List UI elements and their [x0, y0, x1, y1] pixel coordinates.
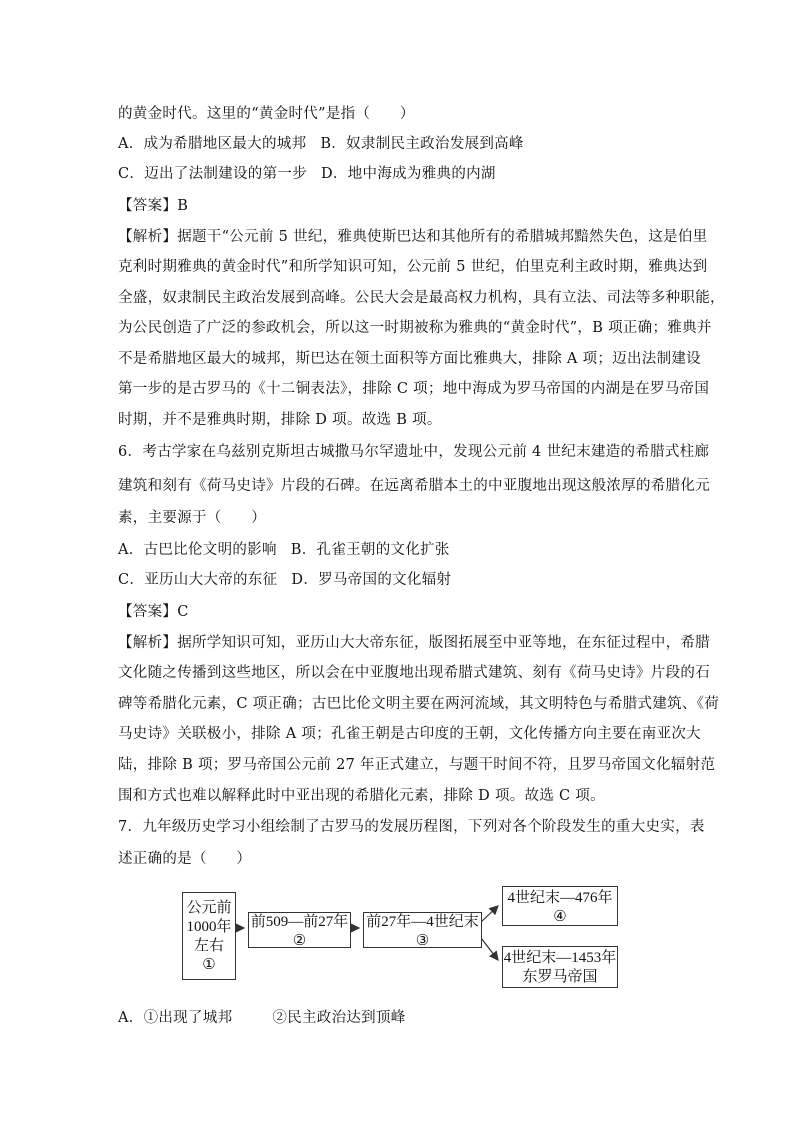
analysis-5-line-6: 第一步的是古罗马的《十二铜表法》，排除 C 项；地中海成为罗马帝国的内湖是在罗马帝国 — [118, 381, 710, 397]
timeline-box-4: 4世纪末—476年 ④ — [502, 886, 618, 926]
question-6-line-3: 素，主要源于（ ） — [118, 510, 266, 526]
question-6-line-2: 建筑和刻有《荷马史诗》片段的石碑。在远离希腊本土的中亚腹地出现这般浓厚的希腊化元 — [118, 478, 710, 494]
rome-timeline-diagram — [180, 886, 620, 996]
question-5-options-ab — [118, 134, 683, 154]
option-a: A．古巴比伦文明的影响 — [118, 542, 277, 558]
question-5-stem-end: 的黄金时代。这里的“黄金时代”是指（ ） — [118, 106, 415, 122]
timeline-box-1: 公元前 1000年 左右 ① — [182, 892, 236, 980]
option-b: B．孔雀王朝的文化扩张 — [290, 542, 450, 558]
option-c: C．亚历山大大帝的东征 — [118, 572, 278, 588]
answer-6: 【答案】C — [118, 604, 189, 620]
analysis-6-line-1: 【解析】据所学知识可知，亚历山大大帝东征，版图拓展至中亚等地，在东征过程中，希腊 — [118, 635, 710, 651]
question-7-option-a: A．①出现了城邦 ②民主政治达到顶峰 — [118, 1010, 406, 1026]
timeline-box-2: 前509—前27年 ② — [248, 912, 351, 948]
option-d: D．地中海成为雅典的内湖 — [321, 166, 496, 182]
analysis-5-line-1: 【解析】据题干“公元前 5 世纪，雅典使斯巴达和其他所有的希腊城邦黯然失色，这是伯里 — [118, 229, 708, 245]
question-7-line-1: 7．九年级历史学习小组绘制了古罗马的发展历程图，下列对各个阶段发生的重大史实，表 — [118, 819, 705, 835]
timeline-box-5: 4世纪末—1453年 东罗马帝国 — [502, 946, 618, 988]
arrow-3-5 — [481, 938, 498, 960]
analysis-5-line-3: 全盛，奴隶制民主政治发展到高峰。公民大会是最高权力机构，具有立法、司法等多种职能， — [118, 290, 725, 306]
analysis-5-line-2: 克利时期雅典的黄金时代”和所学知识可知，公元前 5 世纪，伯里克利主政时期，雅典达到 — [118, 259, 708, 275]
analysis-6-line-3: 碑等希腊化元素，C 项正确；古巴比伦文明主要在两河流域，其文明特色与希腊式建筑、《荷 — [118, 696, 720, 712]
question-5-options-cd — [118, 164, 683, 184]
question-7-line-2: 述正确的是（ ） — [118, 851, 252, 867]
option-b: B．奴隶制民主政治发展到高峰 — [320, 136, 524, 152]
timeline-box-3: 前27年—4世纪末 ③ — [363, 912, 482, 948]
analysis-5-line-5: 不是希腊地区最大的城邦，斯巴达在领土面积等方面比雅典大，排除 A 项；迈出法制建设 — [118, 351, 701, 367]
question-6-line-1: 6．考古学家在乌兹别克斯坦古城撒马尔罕遗址中，发现公元前 4 世纪末建造的希腊式柱廊 — [118, 444, 710, 460]
analysis-6-line-5: 陆，排除 B 项；罗马帝国公元前 27 年正式建立，与题干时间不符，且罗马帝国文化辐射范 — [118, 757, 716, 773]
analysis-5-line-7: 时期，并不是雅典时期，排除 D 项。故选 B 项。 — [118, 412, 442, 428]
question-6-options-ab — [118, 540, 683, 560]
arrow-3-4 — [481, 906, 498, 922]
option-d: D．罗马帝国的文化辐射 — [291, 572, 452, 588]
analysis-6-line-6: 围和方式也难以解释此时中亚出现的希腊化元素，排除 D 项。故选 C 项。 — [118, 788, 605, 804]
option-c: C．迈出了法制建设的第一步 — [118, 166, 307, 182]
analysis-6-line-4: 马史诗》关联极小，排除 A 项；孔雀王朝是古印度的王朝，文化传播方向主要在南亚次大 — [118, 726, 701, 742]
option-a: A．成为希腊地区最大的城邦 — [118, 136, 307, 152]
question-6-options-cd — [118, 570, 683, 590]
analysis-6-line-2: 文化随之传播到这些地区，所以会在中亚腹地出现希腊式建筑、刻有《荷马史诗》片段的石 — [118, 665, 710, 681]
analysis-5-line-4: 为公民创造了广泛的参政机会，所以这一时期被称为雅典的“黄金时代”，B 项正确；雅典并 — [118, 320, 712, 336]
answer-5: 【答案】B — [118, 198, 189, 214]
